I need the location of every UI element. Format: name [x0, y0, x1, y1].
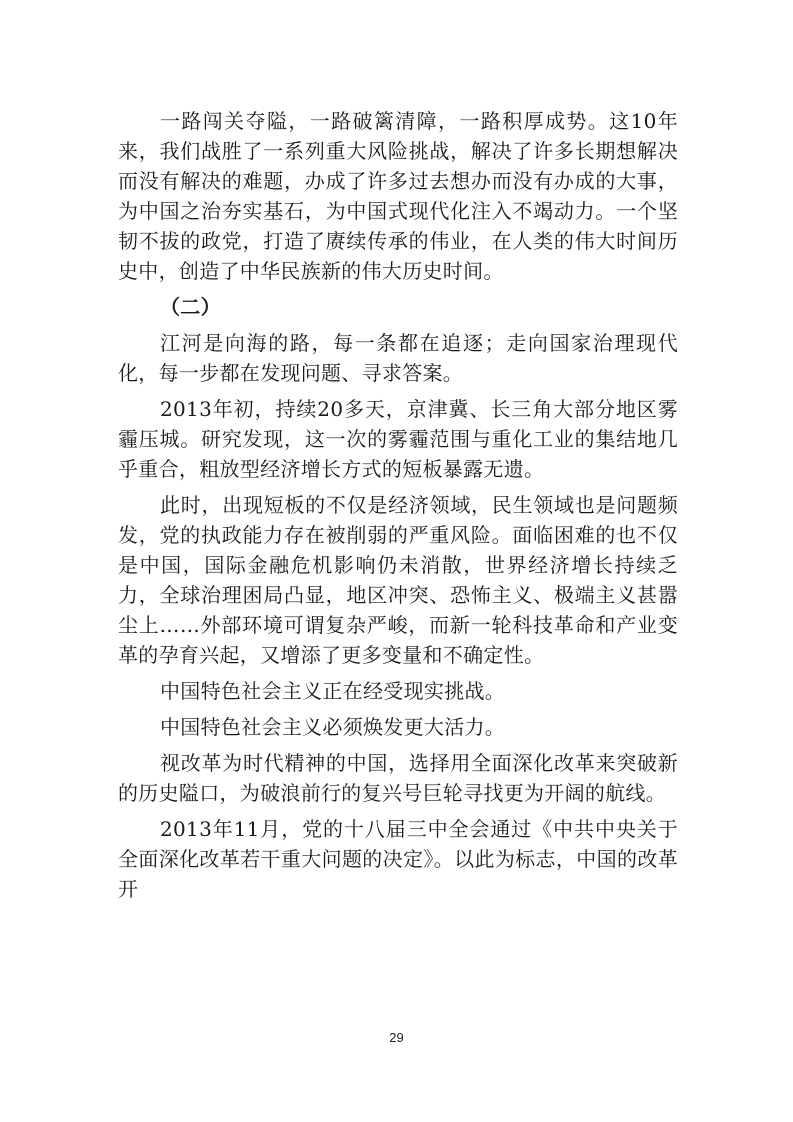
body-text — [118, 106, 678, 910]
paragraph: 中国特色社会主义正在经受现实挑战。 — [160, 679, 506, 703]
paragraph: 2013年11月，党的十八届三中全会通过《中共中央关于全面深化改革若干重大问题的决定》。以此为标志，中国的改革开 — [118, 817, 678, 901]
paragraph: 中国特色社会主义必须焕发更大活力。 — [160, 715, 506, 739]
section-heading: （二） — [160, 295, 221, 319]
paragraph: 江河是向海的路，每一条都在追逐；走向国家治理现代化，每一步都在发现问题、寻求答案。 — [118, 331, 678, 385]
paragraph: 一路闯关夺隘，一路破篱清障，一路积厚成势。这10年来，我们战胜了一系列重大风险挑战，解决了许多长期想解决而没有解决的难题，办成了许多过去想办而没有办成的大事，为中国之治夯实基石，为中国式现代化注入不竭动力。一个坚韧不拔的政党，打造了赓续传承的伟业，在人类的伟大时间历史中，创造了中华民族新的伟大历史时间。 — [118, 109, 678, 283]
paragraph: 此时，出现短板的不仅是经济领域，民生领域也是问题频发，党的执政能力存在被削弱的严重风险。面临困难的也不仅是中国，国际金融危机影响仍未消散，世界经济增长持续乏力，全球治理困局凸显，地区冲突、恐怖主义、极端主义甚嚣尘上……外部环境可谓复杂严峻，而新一轮科技革命和产业变革的孕育兴起，又增添了更多变量和不确定性。 — [118, 493, 678, 667]
paragraph: 2013年初，持续20多天，京津冀、长三角大部分地区雾霾压城。研究发现，这一次的雾霾范围与重化工业的集结地几乎重合，粗放型经济增长方式的短板暴露无遗。 — [118, 397, 678, 481]
page-number: 29 — [389, 1030, 404, 1045]
paragraph: 视改革为时代精神的中国，选择用全面深化改革来突破新的历史隘口，为破浪前行的复兴号巨轮寻找更为开阔的航线。 — [118, 751, 678, 805]
